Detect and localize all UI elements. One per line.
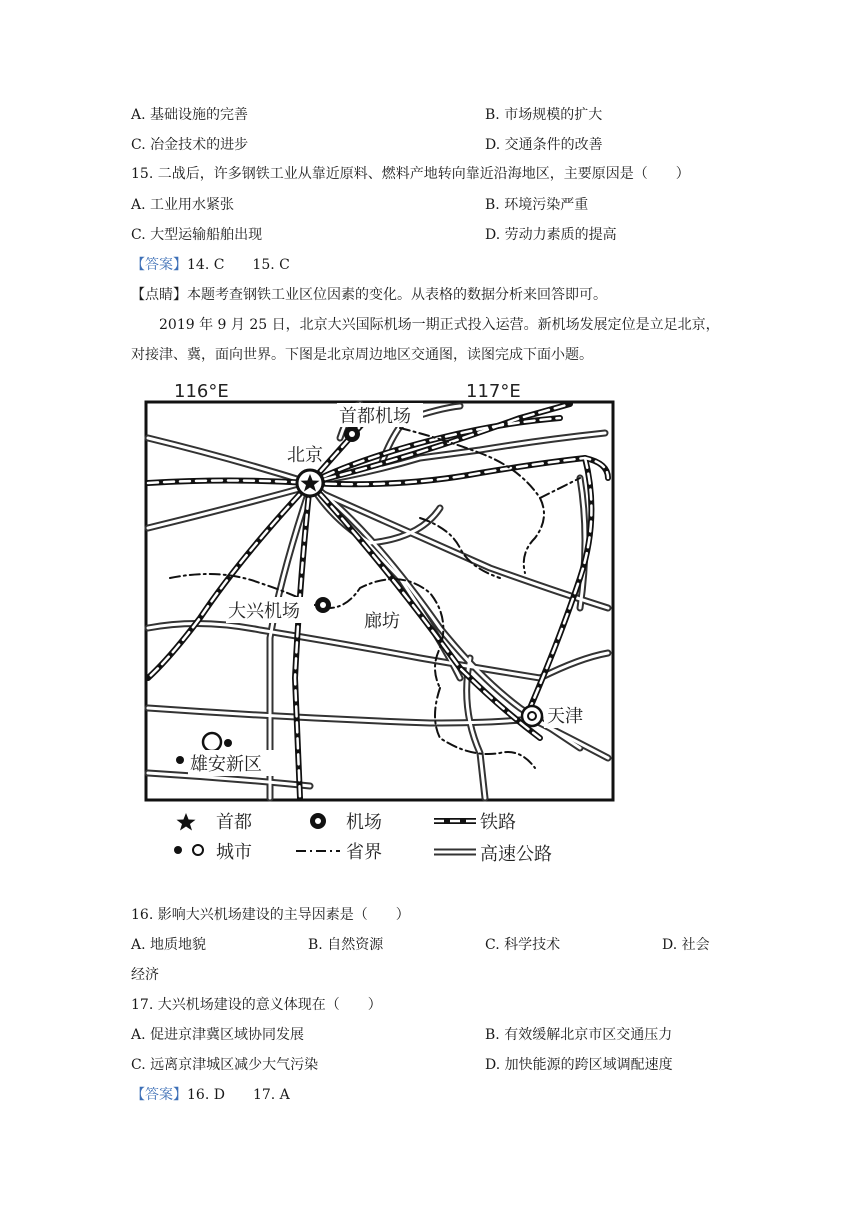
- q15-option-c: C. 大型运输船舶出现: [131, 227, 263, 243]
- xiongan-label: 雄安新区: [190, 754, 262, 775]
- map-svg: [140, 378, 620, 868]
- comment-tag: 【点睛】: [131, 287, 187, 303]
- legend-railway-label: 铁路: [480, 812, 516, 833]
- comment-text: 本题考查钢铁工业区位因素的变化。从表格的数据分析来回答即可。: [187, 287, 607, 303]
- legend-capital-label: 首都: [216, 812, 252, 833]
- daxing-airport-label: 大兴机场: [228, 601, 300, 622]
- intro-line-1: 2019 年 9 月 25 日，北京大兴国际机场一期正式投入运营。新机场发展定位是立足北京，: [159, 317, 720, 333]
- tianjin-label: 天津: [547, 706, 583, 727]
- q17-option-c: C. 远离京津城区减少大气污染: [131, 1057, 319, 1073]
- q17-option-b: B. 有效缓解北京市区交通压力: [485, 1027, 673, 1043]
- city-legend-icon: [174, 845, 203, 855]
- q17-option-d: D. 加快能源的跨区域调配速度: [485, 1057, 673, 1073]
- question-16-stem: 16. 影响大兴机场建设的主导因素是（ ）: [131, 907, 410, 923]
- langfang-label: 廊坊: [364, 611, 400, 632]
- q15-option-a: A. 工业用水紧张: [131, 197, 235, 213]
- answer-text: 16. D 17. A: [187, 1087, 290, 1103]
- airport-legend-icon: [310, 813, 326, 829]
- beijing-label: 北京: [287, 445, 323, 466]
- q16-option-b: B. 自然资源: [308, 937, 384, 953]
- comment: [131, 286, 607, 304]
- beijing-marker: [297, 470, 323, 496]
- daxing-airport-marker: [315, 597, 331, 613]
- q16-option-d: D. 社会: [662, 937, 710, 953]
- answer-tag: 【答案】: [131, 257, 187, 273]
- q17-option-a: A. 促进京津冀区域协同发展: [131, 1027, 305, 1043]
- option-b: B. 市场规模的扩大: [485, 107, 603, 123]
- answer-16-17: [131, 1086, 290, 1104]
- legend-boundary-label: 省界: [346, 842, 382, 863]
- option-c: C. 冶金技术的进步: [131, 137, 249, 153]
- capital-airport-marker: [344, 426, 360, 442]
- capital-legend-icon: [177, 813, 196, 831]
- lon-117-label: 117°E: [466, 381, 521, 402]
- option-a: A. 基础设施的完善: [131, 107, 249, 123]
- question-15-stem: 15. 二战后，许多钢铁工业从靠近原料、燃料产地转向靠近沿海地区，主要原因是（ ）: [131, 166, 690, 182]
- question-17-stem: 17. 大兴机场建设的意义体现在（ ）: [131, 997, 382, 1013]
- q16-option-a: A. 地质地貌: [131, 937, 207, 953]
- answer-tag: 【答案】: [131, 1087, 187, 1103]
- answer-14-15: [131, 256, 290, 274]
- q16-option-d-continued: 经济: [131, 967, 159, 983]
- tianjin-marker: [522, 706, 542, 726]
- q15-option-d: D. 劳动力素质的提高: [485, 227, 617, 243]
- legend-airport-label: 机场: [346, 812, 382, 833]
- intro-line-2: 对接津、冀，面向世界。下图是北京周边地区交通图，读图完成下面小题。: [131, 347, 593, 363]
- q15-option-b: B. 环境污染严重: [485, 197, 589, 213]
- map-legend: [174, 812, 552, 865]
- q16-option-c: C. 科学技术: [485, 937, 561, 953]
- legend-city-label: 城市: [216, 842, 252, 863]
- option-d: D. 交通条件的改善: [485, 137, 603, 153]
- capital-airport-label: 首都机场: [339, 406, 411, 427]
- answer-text: 14. C 15. C: [187, 257, 290, 273]
- legend-expressway-label: 高速公路: [480, 844, 552, 865]
- transport-map: [140, 378, 620, 868]
- lon-116-label: 116°E: [174, 381, 229, 402]
